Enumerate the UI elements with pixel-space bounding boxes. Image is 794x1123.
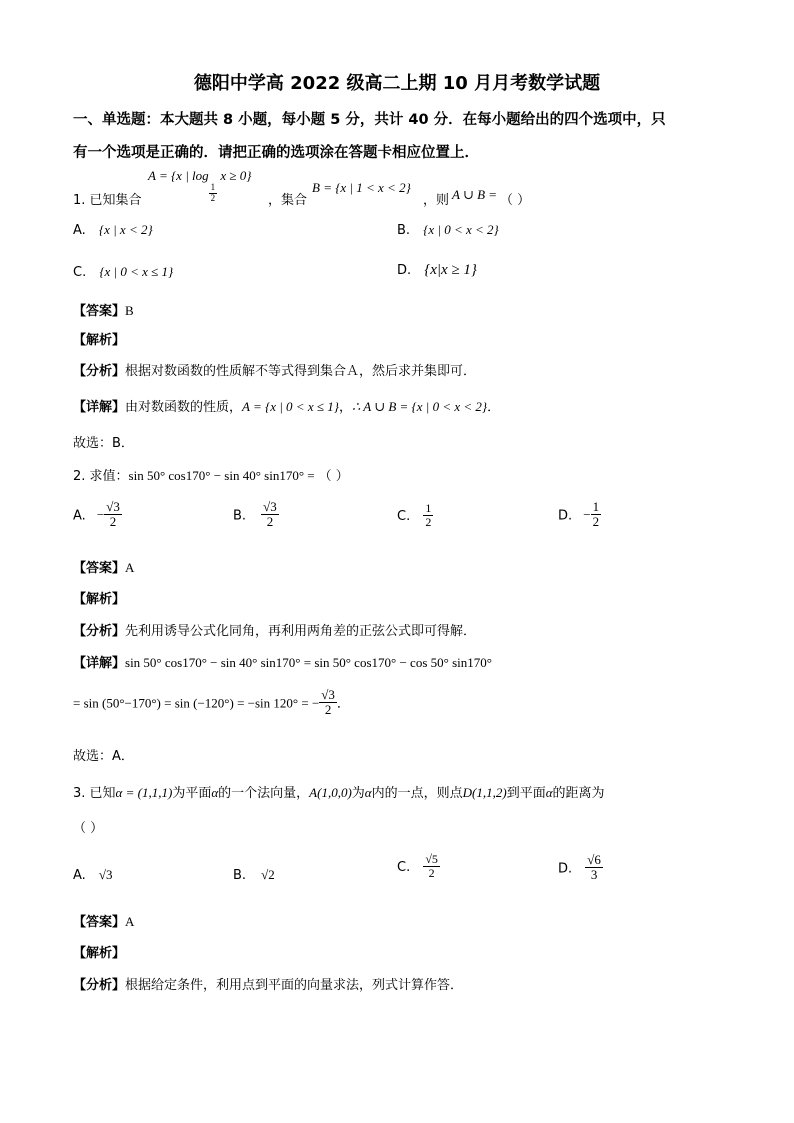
answer-value: A	[125, 914, 135, 929]
frac-num: √6	[587, 852, 601, 867]
option-frac	[261, 500, 279, 530]
q2-xiangjie-line2	[73, 688, 350, 718]
frac-den: 3	[590, 867, 598, 883]
q3-t5: 到平面	[506, 786, 546, 801]
answer-value: A	[125, 560, 135, 575]
option-frac	[104, 500, 122, 530]
q3-t4: 内的一点，则点	[371, 786, 463, 801]
q3-t2: 的一个法向量，	[218, 786, 310, 801]
q2-option-c[interactable]	[397, 502, 433, 529]
q3-alpha-3: α	[545, 785, 553, 800]
frac-num: √3	[321, 687, 335, 702]
q1-tail: ，则	[423, 193, 450, 208]
fenxi-text: 根据对数函数的性质解不等式得到集合Ａ，然后求并集即可．	[125, 364, 477, 379]
q3-t6: 的距离为	[552, 786, 605, 801]
fenxi-text: 根据给定条件，利用点到平面的向量求法，列式计算作答．	[125, 978, 464, 993]
option-sign: −	[96, 507, 105, 523]
option-text: {x | 0 < x ≤ 1}	[99, 264, 174, 279]
q1-paren: （ ）	[500, 193, 531, 208]
section-header-line1: 一、单选题：本大题共 8 小题，每小题 5 分，共计 40 分．在每小题给出的四个选项中，只	[73, 112, 666, 128]
frac-num: 1	[425, 501, 432, 515]
option-label: A.	[73, 223, 86, 238]
q1-set-a	[148, 168, 252, 204]
q1-union: A ∪ B =	[452, 187, 498, 202]
fenxi-tag: 【分析】	[73, 364, 126, 379]
q1-fenxi	[73, 360, 476, 379]
q3-option-b[interactable]	[233, 864, 275, 883]
option-label: C.	[397, 860, 411, 876]
q1-log-base	[209, 183, 218, 204]
fenxi-tag: 【分析】	[73, 978, 126, 993]
option-frac	[423, 502, 433, 529]
frac-num: 1	[592, 499, 600, 514]
frac-num: √3	[106, 499, 120, 514]
frac-den: 2	[266, 514, 274, 530]
xiangjie-end: ．	[336, 696, 350, 712]
option-label: A.	[73, 508, 86, 524]
option-text: √2	[261, 867, 275, 882]
q2-prefix: 2. 求值：	[73, 469, 129, 484]
q3-option-c[interactable]	[397, 853, 440, 880]
option-text: {x | 0 < x < 2}	[423, 222, 499, 237]
q1-set-a-tail: x ≥ 0}	[220, 168, 252, 183]
q2-option-d[interactable]	[558, 500, 601, 530]
option-label: D.	[558, 508, 573, 524]
option-label: B.	[233, 508, 247, 524]
option-text: {x | x < 2}	[98, 222, 153, 237]
q1-option-b[interactable]	[397, 219, 499, 238]
q3-t1: 为平面	[172, 786, 212, 801]
xiangjie-tag: 【详解】	[73, 400, 126, 415]
frac-den: 2	[324, 702, 332, 718]
option-sign: −	[583, 507, 591, 523]
q3-answer	[73, 911, 134, 930]
xiangjie-mid: ，	[338, 400, 352, 415]
xiangjie-math1: A = {x | 0 < x ≤ 1}	[242, 399, 339, 414]
option-frac	[585, 853, 603, 883]
frac-den: 2	[592, 514, 600, 530]
q1-option-c[interactable]	[73, 261, 173, 280]
xiangjie-pre: 由对数函数的性质，	[125, 400, 243, 415]
option-text: {x|x ≥ 1}	[424, 262, 477, 278]
answer-tag: 【答案】	[73, 304, 126, 319]
q2-choose: 故选：A．	[73, 749, 134, 764]
q1-xiangjie	[73, 396, 500, 415]
q2-paren: （ ）	[318, 469, 349, 484]
q3-option-a[interactable]	[73, 864, 113, 883]
q2-fenxi	[73, 620, 476, 639]
q3-prefix: 3. 已知	[73, 786, 116, 801]
frac-num: √5	[425, 852, 438, 866]
q2-stem	[73, 465, 349, 484]
option-label: B.	[397, 223, 411, 238]
frac-den: 2	[428, 866, 435, 881]
answer-tag: 【答案】	[73, 561, 126, 576]
option-frac	[423, 853, 440, 880]
q2-answer	[73, 557, 134, 576]
q3-point-a: A(1,0,0)	[309, 785, 352, 800]
option-label: B.	[233, 868, 247, 883]
xiangjie-math2: ∴ A ∪ B = {x | 0 < x < 2}	[351, 399, 488, 414]
q3-stem	[73, 782, 605, 801]
q3-alpha: α	[211, 785, 219, 800]
q3-fenxi	[73, 974, 463, 993]
q1-option-d[interactable]	[397, 259, 477, 279]
frac-den: 2	[109, 514, 117, 530]
xiangjie-frac	[319, 688, 337, 718]
option-label: C.	[397, 509, 411, 525]
q3-t3: 为	[351, 786, 365, 801]
page-title: 德阳中学高 2022 级高二上期 10 月月考数学试题	[193, 73, 601, 94]
answer-value: B	[125, 303, 134, 318]
option-text: √3	[98, 867, 113, 882]
frac-den: 2	[425, 515, 432, 530]
q2-xiangjie	[73, 652, 492, 671]
q3-alpha-2: α	[364, 785, 372, 800]
xiangjie-end: ．	[487, 400, 501, 415]
q2-analysis-tag: 【解析】	[73, 592, 126, 607]
option-label: C.	[73, 265, 87, 280]
q1-option-a[interactable]	[73, 219, 153, 238]
q3-paren: （ ）	[73, 821, 104, 836]
q2-option-b[interactable]	[233, 500, 279, 530]
q1-mid: ，集合	[268, 193, 308, 208]
q1-log-base-num: 1	[210, 182, 216, 192]
q3-point-d: D(1,1,2)	[462, 785, 507, 800]
xiangjie-line1: sin 50° cos170° − sin 40° sin170° = sin 50° cos170° − cos 50° sin170°	[125, 655, 492, 670]
section-header-line2: 有一个选项是正确的．请把正确的选项涂在答题卡相应位置上．	[73, 145, 479, 161]
option-label: D.	[397, 263, 412, 278]
option-frac	[591, 500, 602, 530]
xiangjie-tag: 【详解】	[73, 656, 126, 671]
q3-vec: α = (1,1,1)	[115, 785, 173, 800]
frac-num: √3	[263, 499, 277, 514]
q3-analysis-tag: 【解析】	[73, 946, 126, 961]
answer-tag: 【答案】	[73, 915, 126, 930]
q1-set-a-text: A = {x | log	[148, 168, 209, 183]
option-label: A.	[73, 868, 86, 883]
fenxi-text: 先利用诱导公式化同角，再利用两角差的正弦公式即可得解．	[125, 624, 477, 639]
q2-expr: sin 50° cos170° − sin 40° sin170° =	[128, 468, 315, 483]
q1-answer	[73, 300, 134, 319]
q1-log-base-den: 2	[210, 192, 216, 203]
q3-option-d[interactable]	[558, 853, 603, 883]
q1-choose: 故选：B．	[73, 436, 134, 451]
q1-set-b: B = {x | 1 < x < 2}	[312, 180, 411, 195]
fenxi-tag: 【分析】	[73, 624, 126, 639]
q1-analysis-tag: 【解析】	[73, 333, 126, 348]
q1-prefix: 1. 已知集合	[73, 193, 142, 208]
q2-option-a[interactable]	[73, 500, 122, 530]
xiangjie-line2: = sin (50°−170°) = sin (−120°) = −sin 120° = −	[73, 695, 320, 711]
option-label: D.	[558, 861, 573, 877]
